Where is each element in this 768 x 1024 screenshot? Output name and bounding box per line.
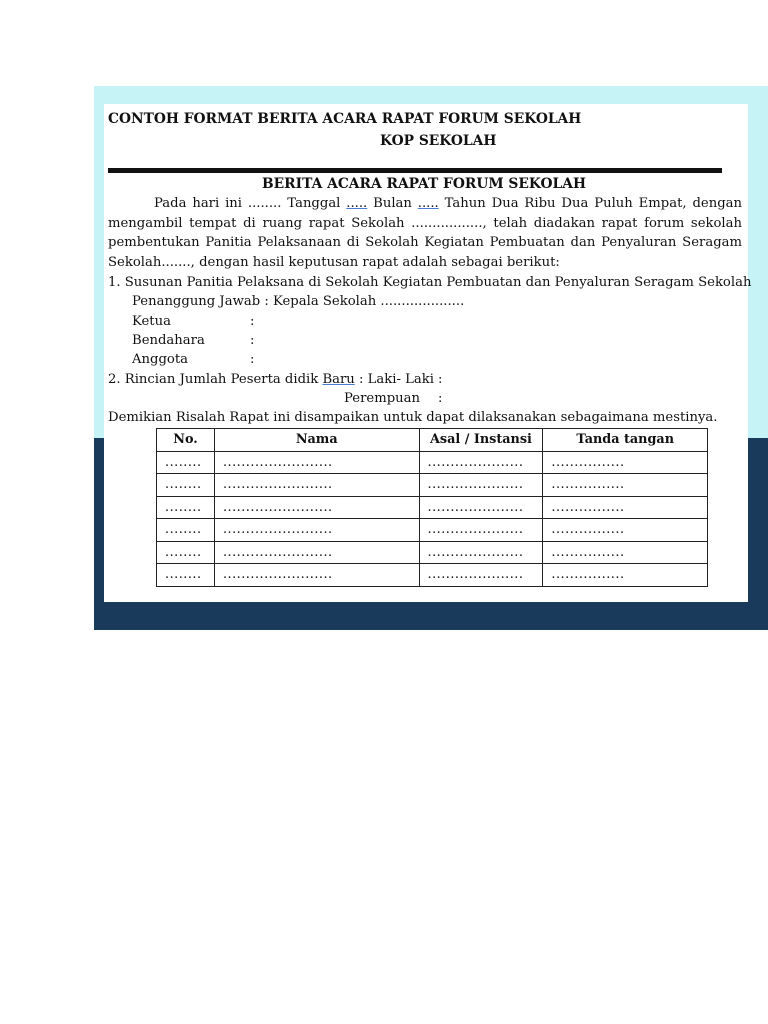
header-rule [108,168,722,173]
table-cell: ........................ [214,541,419,564]
table-row [157,519,708,542]
document-title: BERITA ACARA RAPAT FORUM SEKOLAH [262,176,586,192]
table-cell: ........ [157,474,215,497]
table-cell: ..................... [419,496,543,519]
table-cell: ................ [543,474,708,497]
document-page [104,104,752,602]
column-header-nama: Nama [214,429,419,452]
table-cell: ........ [157,541,215,564]
header-line-2: KOP SEKOLAH [380,133,497,149]
column-header-asal: Asal / Instansi [419,429,543,452]
table-cell: ..................... [419,451,543,474]
table-cell: ..................... [419,474,543,497]
table-cell: ........................ [214,496,419,519]
table-row [157,541,708,564]
table-row [157,474,708,497]
table-cell: ........ [157,451,215,474]
table-cell: ................ [543,564,708,587]
table-cell: ........................ [214,564,419,587]
header-line-1: CONTOH FORMAT BERITA ACARA RAPAT FORUM SEKOLAH [108,111,582,127]
date-blank: ..... [346,196,368,211]
perempuan-colon: : [438,391,443,406]
closing-sentence: Demikian Risalah Rapat ini disampaikan untuk dapat dilaksanakan sebagaimana mestinya. [108,410,718,425]
table-cell: ........ [157,564,215,587]
anggota-colon: : [250,352,255,367]
table-cell: ................ [543,541,708,564]
table-row [157,496,708,519]
slide-frame [94,86,768,630]
ketua-colon: : [250,314,255,329]
column-header-no: No. [157,429,215,452]
table-cell: ..................... [419,541,543,564]
table-cell: ........................ [214,519,419,542]
bendahara-label: Bendahara [132,333,205,348]
table-cell: ................ [543,519,708,542]
perempuan-label: Perempuan [344,391,420,406]
month-blank: ..... [417,196,439,211]
laki-laki-colon: : [438,372,443,387]
anggota-label: Anggota [132,352,189,367]
ketua-label: Ketua [132,314,171,329]
table-cell: ........................ [214,451,419,474]
table-cell: ................ [543,451,708,474]
table-cell: ..................... [419,519,543,542]
table-cell: ..................... [419,564,543,587]
list-item-1: 1. Susunan Panitia Pelaksana di Sekolah Kegiatan Pembuatan dan Penyaluran Seragam Sekolah [108,275,752,290]
table-cell: ........ [157,496,215,519]
penanggung-jawab-line: Penanggung Jawab : Kepala Sekolah .................... [132,294,465,309]
table-cell: ........................ [214,474,419,497]
column-header-tanda-tangan: Tanda tangan [543,429,708,452]
bendahara-colon: : [250,333,255,348]
table-cell: ................ [543,496,708,519]
opening-paragraph: Pada hari ini ........ Tanggal ..... Bulan ..... Tahun Dua Ribu Dua Puluh Empat, dengan mengambil tempat di ruang rapat Sekolah ................., telah diadakan rapat forum sekolah pembentukan Panitia Pelaksanaan di Sekolah Kegiatan Pembuatan dan Penyaluran Seragam Sekolah......., dengan hasil keputusan rapat adalah sebagai berikut: [108,196,742,270]
table-row [157,451,708,474]
table-row [157,564,708,587]
baru-word: Baru [322,372,355,387]
participant-table [156,428,708,587]
table-cell: ........ [157,519,215,542]
list-item-2: 2. Rincian Jumlah Peserta didik Baru : Laki- Laki [108,372,434,387]
table-header-row [157,429,708,452]
